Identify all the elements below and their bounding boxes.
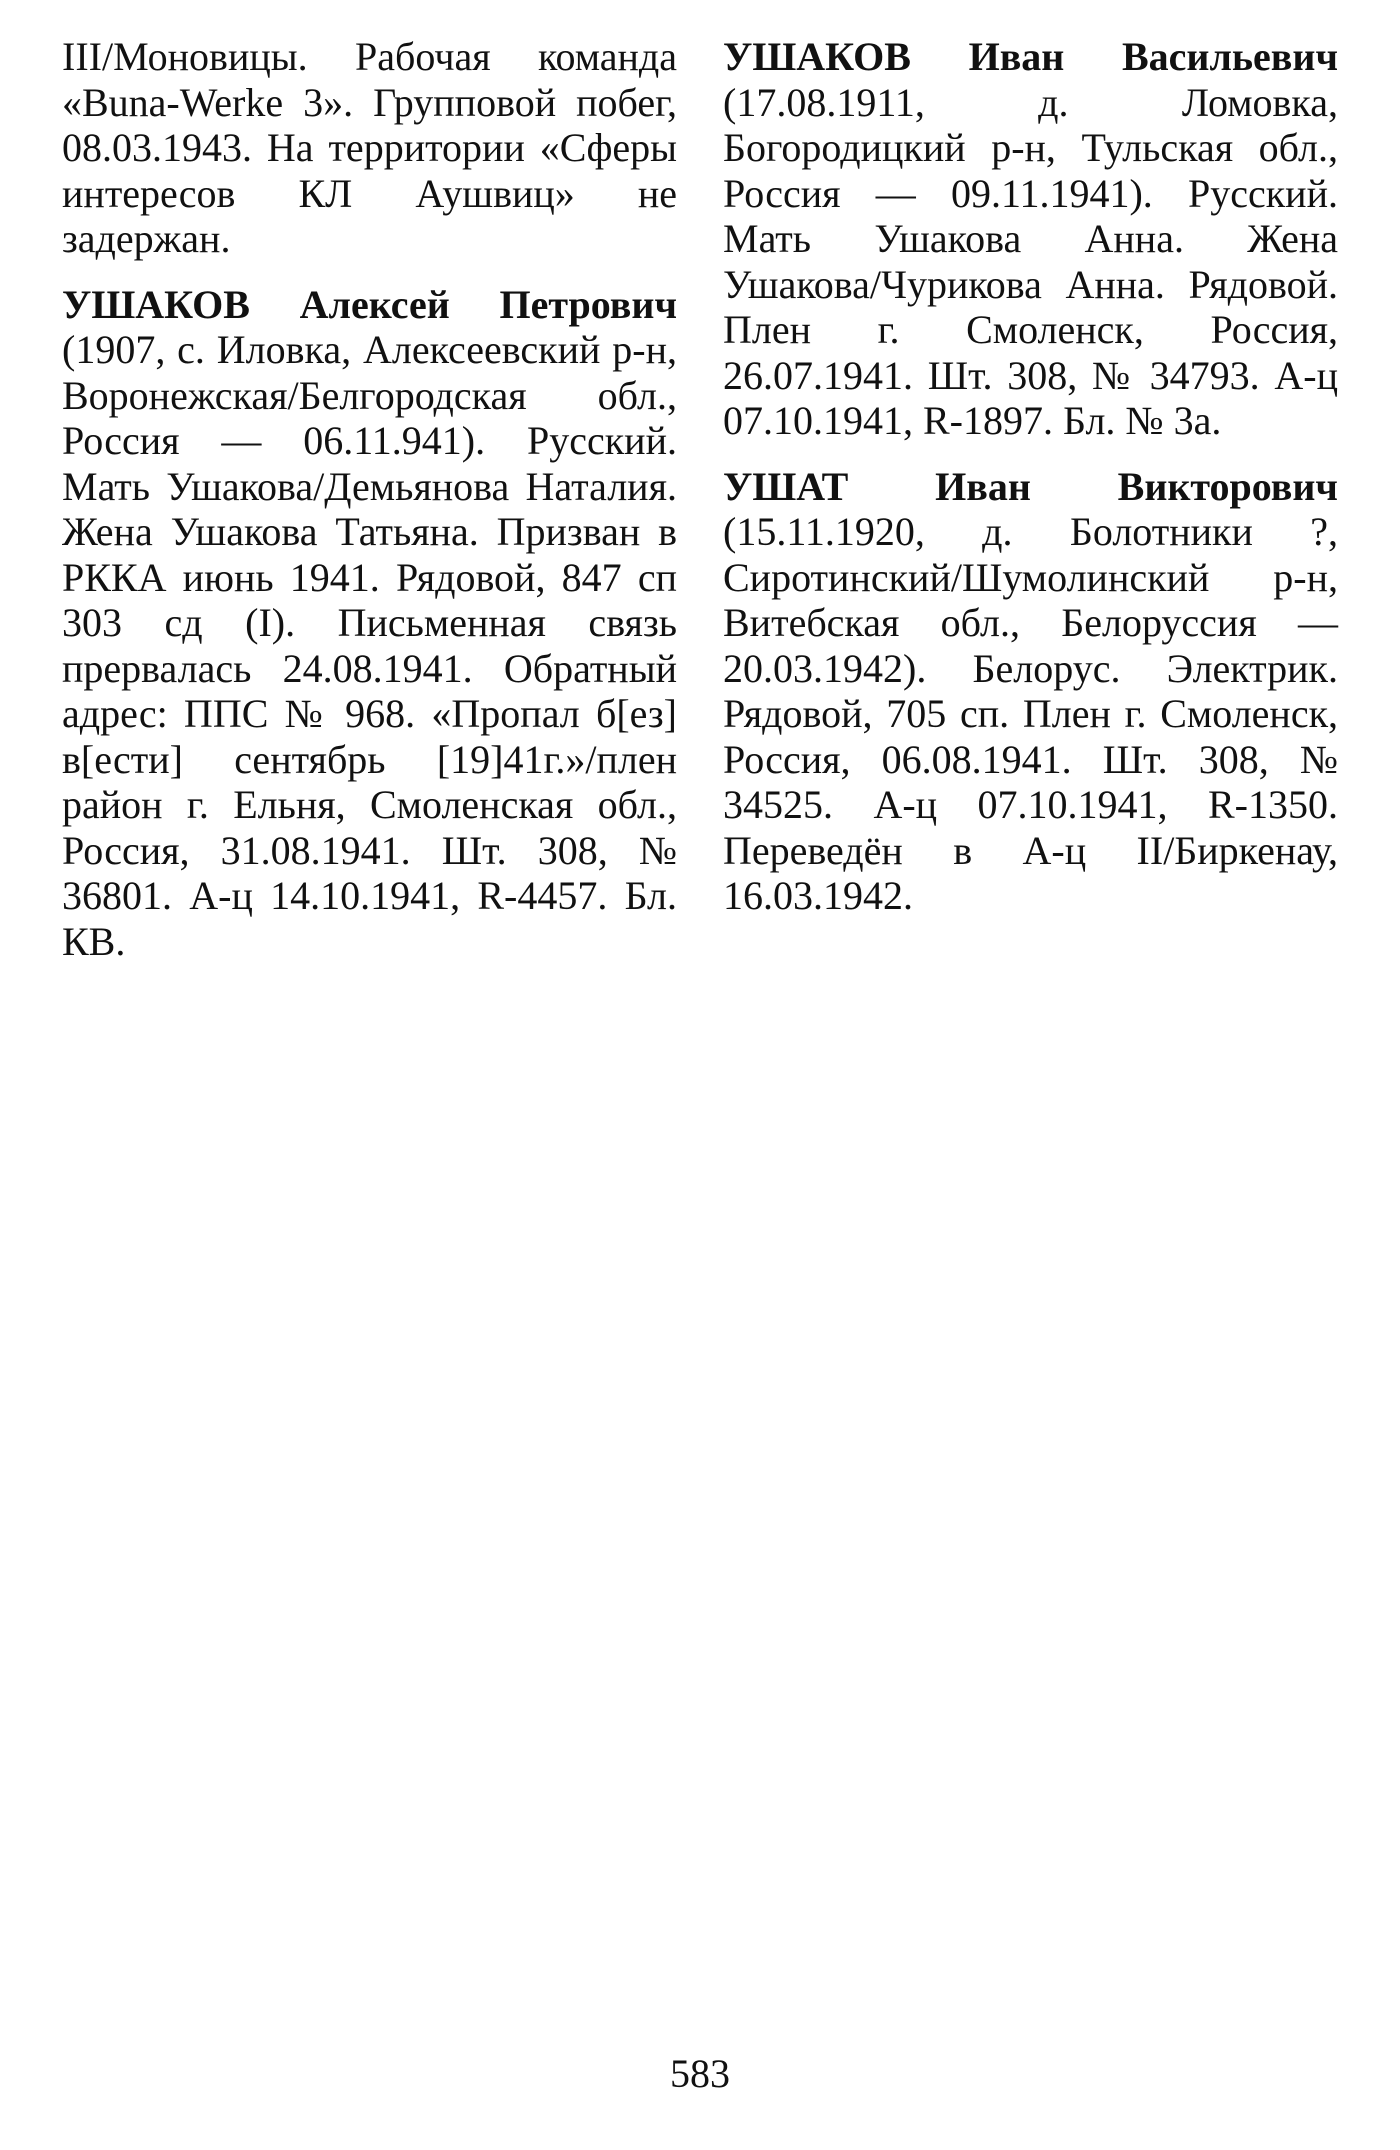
entry-name: УШАКОВ Иван Васильевич	[723, 34, 1338, 79]
entry-ushakov-ivan	[723, 34, 1338, 444]
entry-name: УШАКОВ Алексей Петрович	[62, 281, 677, 327]
entry-ushakov-aleksey	[62, 282, 677, 965]
left-column	[62, 34, 677, 984]
entry-ushat-ivan	[723, 464, 1338, 919]
right-column	[723, 34, 1338, 939]
page-number: 583	[670, 2051, 730, 2096]
entry-name: УШАТ Иван Викторович	[723, 463, 1338, 509]
entry-continuation: III/Моновицы. Рабочая команда «Buna-Werke 3». Групповой побег, 08.03.1943. На территории «Сферы интересов КЛ Аушвиц» не задержан.	[62, 34, 677, 261]
entry-text: (15.11.1920, д. Болотники ?, Сиротинский/Шумолинский р-н, Витебская обл., Белоруссия — 20.03.1942). Белорус. Электрик. Рядовой, 705 сп. Плен г. Смоленск, Россия, 06.08.1941. Шт. 308, № 34525. А-ц 07.10.1941, R-1350. Переведён в А-ц II/Биркенау, 16.03.1942.	[723, 509, 1338, 918]
entry-text: (1907, с. Иловка, Алексеевский р-н, Воронежская/Белгородская обл., Россия — 06.11.941). Русский. Мать Ушакова/Демьянова Наталия. Жена Ушакова Татьяна. Призван в РККА июнь 1941. Рядовой, 847 сп 303 сд (I). Письменная связь прервалась 24.08.1941. Обратный адрес: ППС № 968. «Пропал б[ез] в[ести] сентябрь [19]41г.»/плен район г. Ельня, Смоленская обл., Россия, 31.08.1941. Шт. 308, № 36801. А-ц 14.10.1941, R-4457. Бл. КВ.	[62, 327, 677, 964]
entry-text: (17.08.1911, д. Ломовка, Богородицкий р-н, Тульская обл., Россия — 09.11.1941). Русский. Мать Ушакова Анна. Жена Ушакова/Чурикова Анна. Рядовой. Плен г. Смоленск, Россия, 26.07.1941. Шт. 308, № 34793. А-ц 07.10.1941, R-1897. Бл. № 3а.	[723, 79, 1338, 443]
